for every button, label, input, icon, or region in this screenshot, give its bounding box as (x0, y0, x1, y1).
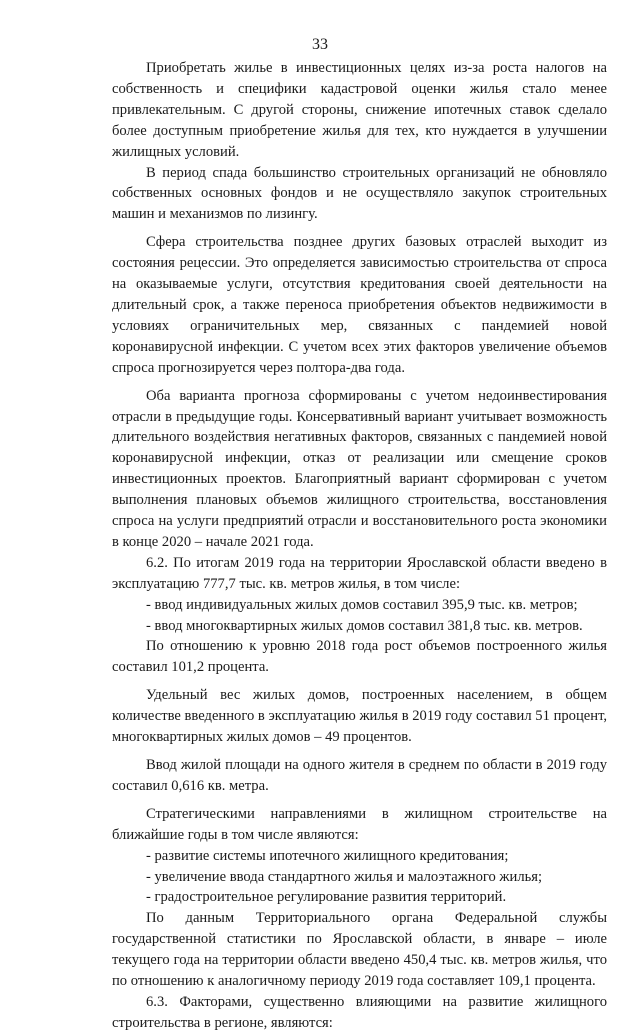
list-item: - ввод многоквартирных жилых домов составил 381,8 тыс. кв. метров. (146, 617, 583, 634)
paragraph: Оба варианта прогноза сформированы с учетом недоинвестирования отрасли в предыдущие годы. Консервативный вариант учитывает возможность длительного воздействия негативных факторов, связанных с пандемией новой коронавирусной инфекции, отказ от реализации или смещение сроков инвестиционных проектов. Благоприятный вариант сформирован с учетом выполнения плановых объемов жилищного строительства, восстановления спроса на услуги предприятий отрасли и восстановительного роста экономики в конце 2020 – начале 2021 года. (112, 387, 607, 550)
list-item: - ввод индивидуальных жилых домов составил 395,9 тыс. кв. метров; (146, 596, 578, 613)
paragraph: 6.2. По итогам 2019 года на территории Ярославской области введено в эксплуатацию 777,7 тыс. кв. метров жилья, в том числе: (112, 554, 607, 592)
list-item: - развитие системы ипотечного жилищного кредитования; (146, 847, 509, 864)
document-body (112, 58, 607, 1034)
paragraph: Сфера строительства позднее других базовых отраслей выходит из состояния рецессии. Это определяется зависимостью строительства от спроса на оказываемые услуги, отсутствия кредитования своей деятельности на длительный срок, а также переноса приобретения объектов недвижимости в условиях ограничительных мер, связанных с пандемией новой коронавирусной инфекции. С учетом всех этих факторов увеличение объемов спроса прогнозируется через полтора-два года. (112, 234, 607, 376)
paragraph: В период спада большинство строительных организаций не обновляло собственных основных фондов и не осуществляло закупок строительных машин и механизмов по лизингу. (112, 164, 607, 223)
paragraph: Приобретать жилье в инвестиционных целях из-за роста налогов на собственность и специфики кадастровой оценки жилья стало менее привлекательным. С другой стороны, снижение ипотечных ставок сделало более доступным приобретение жилья для тех, кто нуждается в улучшении жилищных условий. (112, 60, 607, 160)
paragraph: 6.3. Факторами, существенно влияющими на развитие жилищного строительства в регионе, являются: (112, 993, 607, 1031)
page-number: 33 (312, 36, 328, 53)
paragraph: Ввод жилой площади на одного жителя в среднем по области в 2019 году составил 0,616 кв. метра. (112, 757, 607, 794)
list-item: - увеличение ввода стандартного жилья и малоэтажного жилья; (146, 868, 543, 885)
paragraph: Удельный вес жилых домов, построенных населением, в общем количестве введенного в эксплуатацию жилья в 2019 году составил 51 процент, многоквартирных жилых домов – 49 процентов. (112, 687, 607, 746)
paragraph: Стратегическими направлениями в жилищном строительстве на ближайшие годы в том числе являются: (112, 805, 607, 843)
paragraph: По отношению к уровню 2018 года рост объемов построенного жилья составил 101,2 процента. (112, 638, 607, 676)
paragraph: По данным Территориального органа Федеральной службы государственной статистики по Ярославской области, в январе – июле текущего года на территории области введено 450,4 тыс. кв. метров жилья, что по отношению к аналогичному периоду 2019 года составляет 109,1 процента. (112, 910, 607, 990)
list-item: - градостроительное регулирование развития территорий. (146, 889, 507, 906)
